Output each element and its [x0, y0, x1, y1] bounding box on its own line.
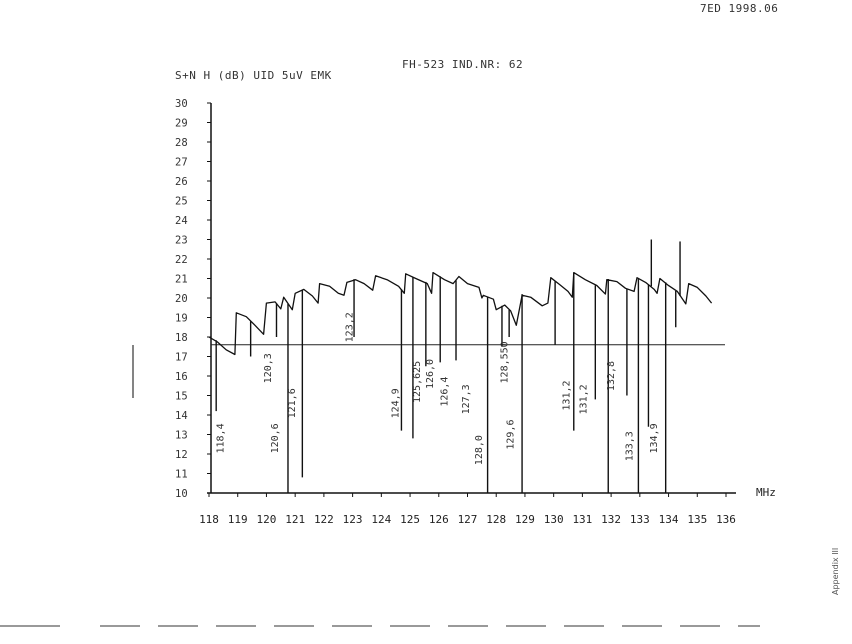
frequency-annotation: 129,6: [505, 419, 517, 450]
x-tick-label: 119: [227, 513, 248, 526]
y-tick-label: 19: [175, 312, 188, 325]
appendix-label: Appendix III: [831, 547, 840, 595]
x-tick-label: 131: [572, 513, 593, 526]
x-tick-label: 134: [658, 513, 679, 526]
x-axis: [199, 493, 736, 526]
chart-subtitle: S+N H (dB) UID 5uV EMK: [175, 69, 332, 82]
frequency-annotation: 128,550: [499, 341, 511, 384]
x-tick-label: 129: [515, 513, 535, 526]
y-tick-label: 29: [175, 117, 188, 130]
frequency-annotation: 118,4: [215, 423, 227, 454]
y-axis: [175, 98, 211, 500]
y-tick-label: 12: [175, 449, 188, 461]
frequency-annotation: 124,9: [390, 388, 402, 419]
x-tick-label: 120: [256, 513, 277, 526]
x-tick-label: 122: [313, 513, 334, 526]
x-tick-label: 124: [371, 513, 392, 526]
chart-title: FH-523 IND.NR: 62: [402, 58, 524, 71]
y-tick-label: 25: [175, 195, 188, 208]
x-tick-label: 135: [687, 513, 708, 526]
x-axis-unit-label: MHz: [756, 486, 776, 499]
frequency-annotation: 120,3: [262, 353, 274, 384]
y-tick-label: 28: [175, 137, 188, 149]
y-tick-label: 13: [175, 429, 188, 442]
frequency-annotation: 132,8: [606, 360, 617, 392]
frequency-annotation: 126,4: [439, 376, 451, 407]
x-tick-label: 130: [543, 513, 564, 526]
y-tick-label: 23: [175, 234, 188, 247]
y-tick-label: 10: [175, 488, 188, 500]
x-tick-label: 136: [716, 513, 736, 526]
y-tick-label: 24: [175, 215, 188, 227]
frequency-annotation: 127,3: [460, 384, 472, 415]
frequency-annotation: 121,6: [287, 388, 299, 419]
x-tick-label: 125: [400, 513, 420, 526]
y-tick-label: 16: [175, 371, 188, 383]
y-tick-label: 20: [175, 293, 188, 305]
y-tick-label: 27: [175, 156, 188, 169]
y-tick-label: 22: [175, 254, 188, 266]
y-tick-label: 15: [175, 390, 188, 403]
frequency-annotation: 131,2: [561, 380, 573, 411]
y-tick-label: 14: [175, 410, 188, 422]
frequency-annotation: 131,2: [578, 384, 590, 415]
archive-stamp: 7ED 1998.06: [700, 2, 779, 15]
x-tick-label: 128: [486, 513, 507, 526]
frequency-annotation: 133,3: [624, 431, 636, 462]
x-tick-label: 118: [199, 513, 219, 526]
x-tick-label: 132: [601, 513, 622, 526]
y-tick-label: 11: [175, 468, 188, 481]
y-tick-label: 18: [175, 332, 188, 344]
x-tick-label: 123: [342, 513, 363, 526]
y-tick-label: 30: [175, 98, 188, 110]
frequency-annotation: 134,9: [649, 423, 661, 454]
x-tick-label: 127: [457, 513, 478, 526]
x-tick-label: 126: [428, 513, 449, 526]
frequency-annotation: 128,0: [473, 435, 485, 466]
y-tick-label: 17: [175, 351, 188, 364]
x-tick-label: 133: [629, 513, 650, 526]
y-tick-label: 21: [175, 273, 188, 286]
series-line: [209, 273, 712, 355]
frequency-annotation: 123,2: [344, 312, 356, 343]
frequency-annotation: 125,625: [412, 360, 424, 403]
x-tick-label: 121: [285, 513, 306, 526]
frequency-annotation: 126,0: [425, 358, 437, 390]
frequency-annotations: [215, 312, 660, 465]
frequency-annotation: 120,6: [269, 423, 281, 454]
y-tick-label: 26: [175, 176, 188, 188]
